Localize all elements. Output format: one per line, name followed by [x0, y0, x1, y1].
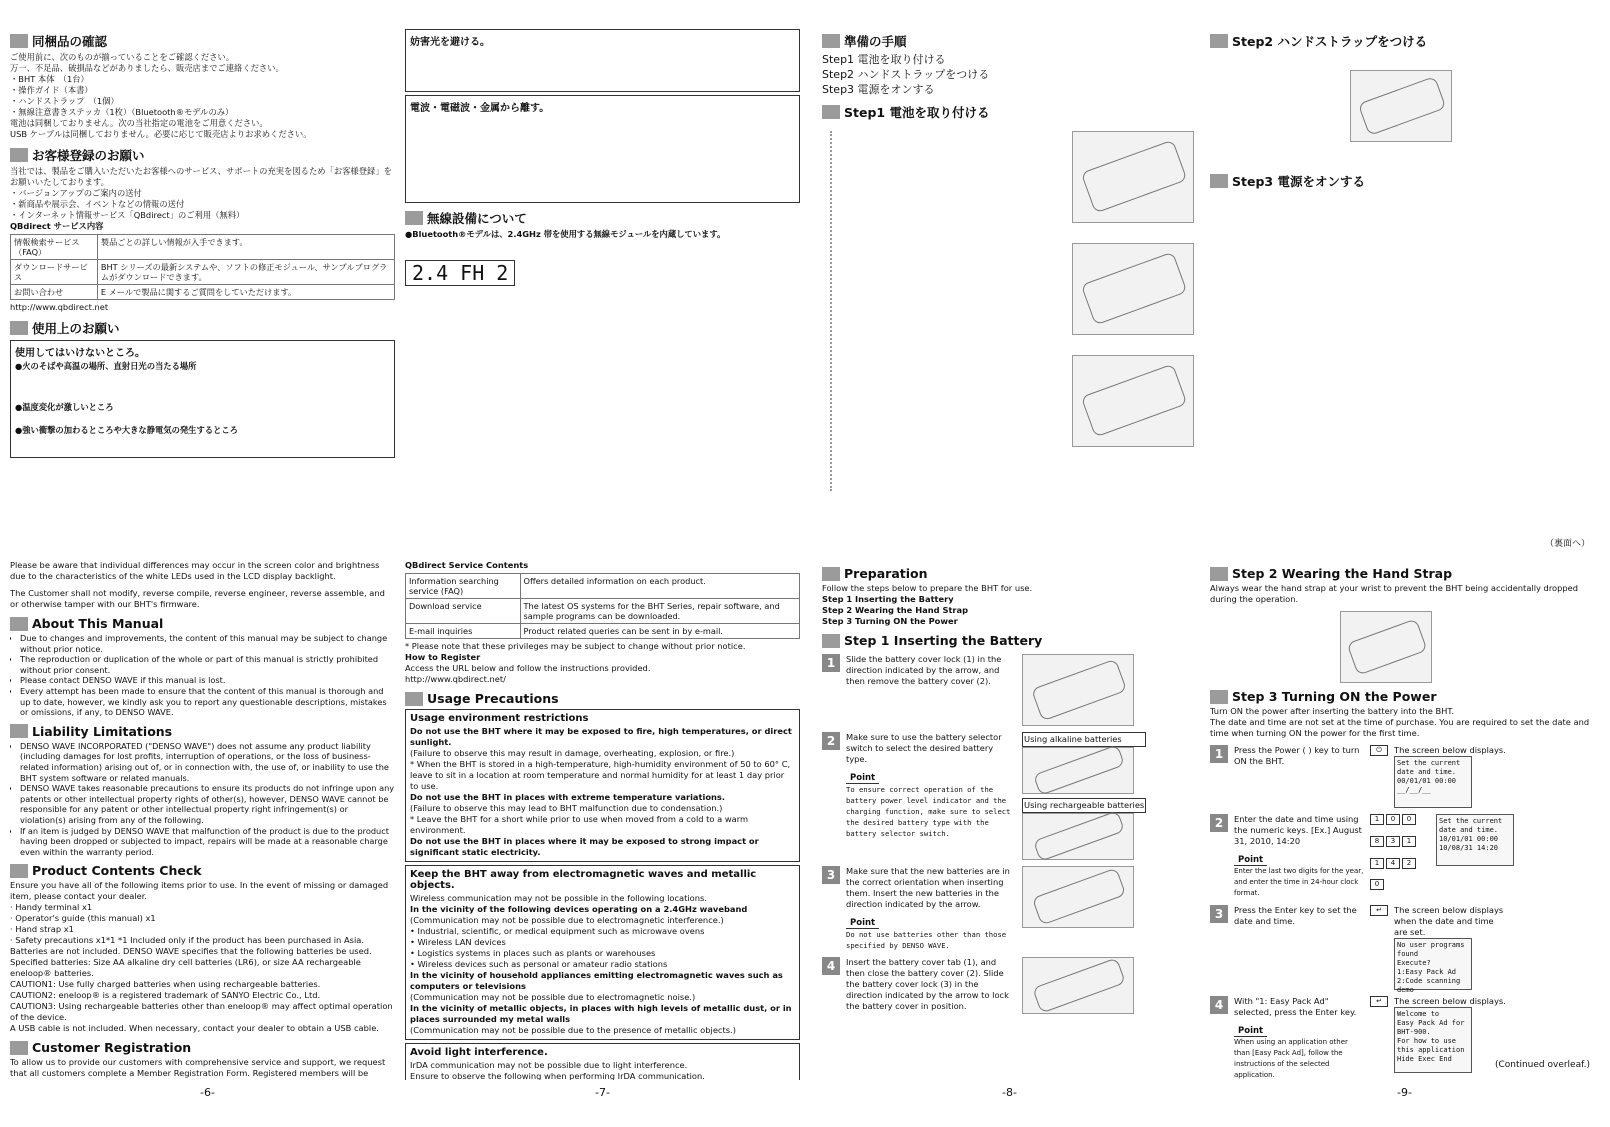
text-line: · Operator's guide (this manual) x1	[10, 913, 156, 924]
en-column-4: Step 2 Wearing the Hand Strap Always wear the hand strap at your wrist to prevent the BHT being accidentally dropped during the operation. Step 3 Turning ON the Power Turn ON the power after inserting the battery into the BHT. The date and time are not set at the time of purchase. You are required to set the date and time when turning ON the power for the first time. 1 Press the Power ( ) key to turn ON the BHT. ⏻ The screen below displays. Set the current date and time. 00/01/01 00:00 __/__/__ 2 Enter the date and time using the numeric keys. [Ex.] August 31, 2010, 14:20 Point Enter the last two digits for the year, and enter the time in 24-hour clock format. 1 0 0 8 3 1 1 4 2 0 Set the current date and time. 10/01/01 00:00 10/08/31 14:20 3 Press the Enter key to set the date and time. ↵ The screen below displays when the date and time are set. No user programs found Execute? 1:Easy Pack Ad 2:Code scanning demo 4 With "1: Easy Pack Ad" selected, press the Enter key. Point When using an application other than [Easy Pack Ad], follow the instructions of the selected application. ↵ The screen below displays. Welcome to Easy Pack Ad for BHT-900. For how to use this application Hide Exec End (Continued overleaf.)	[1210, 560, 1600, 1080]
qb-table-title: QBdirect サービス内容	[10, 221, 104, 231]
en-usage-heading: Usage Precautions	[405, 691, 800, 706]
list-item: • DENSO WAVE INCORPORATED ("DENSO WAVE") does not assume any product liability (including damages for lost profits, interruption of operations, or the loss of business-related information) arising out of, or in connection with, the use of, or inability to use the BHT system software or related manuals.	[20, 741, 395, 783]
list-item: • If an item is judged by DENSO WAVE that malfunction of the product is due to the product having been dropped or subjected to impact, repairs will be made at a reasonable charge even within the warranty period.	[20, 826, 395, 858]
table-cell: E メールで製品に関するご質問をしていただけます。	[97, 285, 394, 300]
section-marker-icon	[822, 105, 840, 119]
table-cell: Offers detailed information on each product.	[520, 574, 799, 599]
table-row	[406, 599, 800, 624]
table-cell: BHT シリーズの最新システムや、ソフトの修正モジュール、サンプルプログラムがダウンロードできます。	[97, 260, 394, 285]
en-prep-heading: Preparation	[822, 566, 1212, 581]
table-cell: 情報検索サービス（FAQ）	[11, 235, 98, 260]
list-item: • DENSO WAVE takes reasonable precautions to ensure its products do not infringe upon any patents or other intellectual property rights of other(s), however, DENSO WAVE cannot be responsible for any patent or other intellectual property right infringement(s) or violation(s) arising from any of the following.	[20, 783, 395, 825]
text-line: ●Bluetooth®モデルは、2.4GHz 帯を使用する無線モジュールを内蔵しています。	[405, 229, 726, 239]
list-item: • Please contact DENSO WAVE if this manual is lost.	[20, 675, 395, 686]
step-1-1: 1 Slide the battery cover lock (1) in the direction indicated by the arrow, and then remove the battery cover (2).	[822, 654, 1212, 726]
text-line: CAUTION1: Use fully charged batteries when using rechargeable batteries.	[10, 979, 321, 990]
battery-insert-illustration	[1022, 866, 1134, 928]
step-1-4: 4 Insert the battery cover tab (1), and then close the battery cover (2). Slide the battery cover lock (3) in the direction indicated by the arrow to lock the battery cover in position.	[822, 957, 1212, 1014]
text-line: ・バージョンアップのご案内の送付	[10, 188, 142, 198]
text-line: Step2 ハンドストラップをつける	[822, 68, 990, 81]
table-cell: Product related queries can be sent in by e-mail.	[520, 624, 799, 639]
numeric-keys-icon: 1 0 0 8 3 1 1 4 2 0	[1370, 814, 1430, 899]
section-marker-icon	[10, 1041, 28, 1055]
section-marker-icon	[405, 692, 423, 706]
jp-registration-heading: お客様登録のお願い	[10, 146, 395, 164]
section-marker-icon	[1210, 567, 1228, 581]
lcd-screen: Set the current date and time. 10/01/01 00:00 10/08/31 14:20	[1436, 814, 1514, 866]
jp-wave-box: 電波・電磁波・金属から離す。	[405, 95, 800, 203]
text-line: To allow us to provide our customers with comprehensive service and support, we request that all customers complete a Member Registration Form. Registered members will be	[10, 1057, 386, 1079]
table-row	[11, 235, 395, 260]
step-3-3: 3 Press the Enter key to set the date and time. ↵ The screen below displays when the date and time are set. No user programs found Execute? 1:Easy Pack Ad 2:Code scanning demo	[1210, 905, 1600, 990]
table-row	[406, 574, 800, 599]
text-line: ●温度変化が激しいところ	[15, 402, 114, 412]
text-line: Please be aware that individual differences may occur in the screen color and brightness due to the characteristics of the white LEDs used in the LCD display backlight.	[10, 560, 380, 581]
lcd-screen: Set the current date and time. 00/01/01 00:00 __/__/__	[1394, 756, 1472, 808]
jp-usage-heading: 使用上のお願い	[10, 319, 395, 337]
jp-step1-heading: Step1 電池を取り付ける	[822, 103, 1212, 121]
jp-step2-heading: Step2 ハンドストラップをつける	[1210, 32, 1600, 50]
en-liability-heading: Liability Limitations	[10, 724, 395, 739]
en-column-1	[10, 560, 395, 1080]
step-1-3: 3 Make sure that the new batteries are in the correct orientation when inserting them. Insert the new batteries in the direction indicated by the arrow. Point Do not use batteries other than those specified by DENSO WAVE.	[822, 866, 1212, 951]
registration-url[interactable]: http://www.qbdirect.net	[10, 302, 109, 312]
jp-radio-heading: 無線設備について	[405, 209, 800, 227]
text-line: ●火のそばや高温の場所、直射日光の当たる場所	[15, 361, 197, 371]
text-line: Access the URL below and follow the instructions provided.	[405, 663, 651, 673]
jp-qb-table	[10, 234, 395, 300]
list-item: • The reproduction or duplication of the whole or part of this manual is strictly prohibited without prior consent.	[20, 654, 395, 675]
section-marker-icon	[10, 864, 28, 878]
section-marker-icon	[405, 211, 423, 225]
jp-prep-heading: 準備の手順	[822, 32, 1212, 50]
table-cell: Information searching service (FAQ)	[406, 574, 521, 599]
lcd-screen: No user programs found Execute? 1:Easy Pack Ad 2:Code scanning demo	[1394, 938, 1472, 990]
power-key-icon: ⏻	[1370, 745, 1388, 756]
en-column-2	[405, 560, 800, 1080]
page-number: -6-	[200, 1086, 215, 1099]
text-line: Batteries are not included. DENSO WAVE specifies that the following batteries be used.	[10, 946, 372, 957]
en-step2-heading: Step 2 Wearing the Hand Strap	[1210, 566, 1600, 581]
text-line: Specified batteries: Size AA alkaline dry cell batteries (LR6), or size AA rechargeable eneloop® batteries.	[10, 957, 361, 979]
section-marker-icon	[10, 148, 28, 162]
overleaf-note: （裏面へ）	[1544, 539, 1590, 549]
en-about-heading: About This Manual	[10, 616, 395, 631]
text-line: ・インターネット情報サービス「QBdirect」のご利用（無料）	[10, 210, 245, 220]
text-line: CAUTION2: eneloop® is a registered trademark of SANYO Electric Co., Ltd.	[10, 990, 321, 1001]
jp-column-3	[822, 26, 1212, 566]
table-row	[11, 285, 395, 300]
battery-cover-illustration	[1022, 654, 1134, 726]
strap-illustration	[1350, 70, 1452, 142]
section-marker-icon	[10, 34, 28, 48]
text-line: Ensure you have all of the following items prior to use. In the event of missing or damaged item, please contact your dealer.	[10, 880, 389, 902]
table-cell: E-mail inquiries	[406, 624, 521, 639]
text-line: ・操作ガイド（本書）	[10, 85, 93, 95]
list-item: • Due to changes and improvements, the content of this manual may be subject to change without prior notice.	[20, 633, 395, 654]
text-line: A USB cable is not included. When necessary, contact your dealer to obtain a USB cable.	[10, 1023, 379, 1034]
section-marker-icon	[822, 34, 840, 48]
table-cell: お問い合わせ	[11, 285, 98, 300]
selector-switch-illustration	[1022, 747, 1134, 794]
section-marker-icon	[822, 634, 840, 648]
text-line: Step1 電池を取り付ける	[822, 53, 946, 66]
text-line: The Customer shall not modify, reverse compile, reverse engineer, reverse assemble, and or otherwise tamper with our BHT's firmware.	[10, 588, 385, 609]
table-cell: Download service	[406, 599, 521, 624]
text-line: ・BHT 本体 （1台）	[10, 74, 89, 84]
battery-illustration	[1072, 243, 1194, 335]
step-3-2: 2 Enter the date and time using the numeric keys. [Ex.] August 31, 2010, 14:20 Point Enter the last two digits for the year, and enter the time in 24-hour clock format. 1 0 0 8 3 1 1 4 2 0 Set the current date and time. 10/01/01 00:00 10/08/31 14:20	[1210, 814, 1600, 899]
table-row	[11, 260, 395, 285]
en-column-3: Preparation Follow the steps below to prepare the BHT for use. Step 1 Inserting the Battery Step 2 Wearing the Hand Strap Step 3 Turning ON the Power Step 1 Inserting the Battery 1 Slide the battery cover lock (1) in the direction indicated by the arrow, and then remove the battery cover (2). 2 Make sure to use the battery selector switch to select the desired battery type. Point To ensure correct operation of the battery power level indicator and the charging function, make sure to select the desired battery type with the battery selector switch. Using alkaline batteries Using rechargeable batteries 3 Make sure that the new batteries are in the correct orientation when inserting them. Insert the new batteries in the direction indicated by the arrow. Point Do not use batteries other than those specified by DENSO WAVE. 4 Insert the battery cover tab (1), and then close the battery cover (2). Slide the battery cover lock (3) in the direction indicated by the arrow to lock the battery cover in position.	[822, 560, 1212, 1080]
text-line: CAUTION3: Using rechargeable batteries other than eneloop® may affect optimal operation of the device.	[10, 1001, 393, 1023]
strap-illustration	[1340, 611, 1432, 683]
registration-url[interactable]: http://www.qbdirect.net/	[405, 674, 506, 684]
jp-column-1	[10, 26, 395, 566]
list-item: • Every attempt has been made to ensure that the content of this manual is thorough and up to date, however, we kindly ask you to report any questionable descriptions, mistakes or omissions, if any, to DENSO WAVE.	[20, 686, 395, 718]
text-line: · Safety precautions x1*1 *1 Included only if the product has been purchased in Asia.	[10, 935, 364, 946]
qb-table-title: QBdirect Service Contents	[405, 560, 529, 570]
text-line: · Hand strap x1	[10, 924, 74, 935]
jp-usage-box: 使用してはいけないところ。 ●火のそばや高温の場所、直射日光の当たる場所 ●温度変化が激しいところ ●強い衝撃の加わるところや大きな静電気の発生するところ	[10, 340, 395, 458]
en-qb-table	[405, 573, 800, 639]
battery-illustration	[1072, 131, 1194, 223]
table-cell: The latest OS systems for the BHT Series, repair software, and sample programs can be downloaded.	[520, 599, 799, 624]
en-step1-heading: Step 1 Inserting the Battery	[822, 633, 1212, 648]
text-line: 万一、不足品、破損品などがありましたら、販売店までご連絡ください。	[10, 63, 284, 73]
section-marker-icon	[822, 567, 840, 581]
jp-light-box: 妨害光を避ける。	[405, 29, 800, 92]
text-line: USB ケーブルは同梱しておりません。必要に応じて販売店よりお求めください。	[10, 129, 312, 139]
lcd-screen: Welcome to Easy Pack Ad for BHT-900. For how to use this application Hide Exec End	[1394, 1007, 1472, 1073]
step-3-4: 4 With "1: Easy Pack Ad" selected, press the Enter key. Point When using an application other than [Easy Pack Ad], follow the instructions of the selected application. ↵ The screen below displays. Welcome to Easy Pack Ad for BHT-900. For how to use this application Hide Exec End	[1210, 996, 1600, 1080]
jp-contents-heading: 同梱品の確認	[10, 32, 395, 50]
radio-label-sticker: 2.4 FH 2	[405, 260, 515, 286]
section-marker-icon	[1210, 174, 1228, 188]
step-3-1: 1 Press the Power ( ) key to turn ON the BHT. ⏻ The screen below displays. Set the current date and time. 00/01/01 00:00 __/__/__	[1210, 745, 1600, 808]
text-line: ●強い衝撃の加わるところや大きな静電気の発生するところ	[15, 425, 238, 435]
en-contents-heading: Product Contents Check	[10, 863, 395, 878]
battery-illustration	[1072, 355, 1194, 447]
enter-key-icon: ↵	[1370, 996, 1388, 1007]
section-marker-icon	[1210, 690, 1228, 704]
light-box: Avoid light interference. IrDA communication may not be possible due to light interference. Ensure to observe the following when performing IrDA communication.	[405, 1043, 800, 1080]
text-line: ・ハンドストラップ （1個）	[10, 96, 119, 106]
text-line: ・無線注意書きステッカ（1枚）（Bluetooth®モデルのみ）	[10, 107, 234, 117]
text-line: Step3 電源をオンする	[822, 83, 935, 96]
em-box: Keep the BHT away from electromagnetic waves and metallic objects. Wireless communication may not be possible in the following locations. In the vicinity of the following devices operating on a 2.4GHz waveband (Communication may not be possible due to electromagnetic interference.) • Industrial, scientific, or medical equipment such as microwave ovens • Wireless LAN devices • Logistics systems in places such as plants or warehouses • Wireless devices such as personal or amateur radio stations In the vicinity of household appliances emitting electromagnetic waves such as computers or televisions (Communication may not be possible due to electromagnetic noise.) In the vicinity of metallic objects, in places with high levels of metallic dust, or in places surrounded my metal walls (Communication may not be possible due to the presence of metallic objects.)	[405, 865, 800, 1040]
enter-key-icon: ↵	[1370, 905, 1388, 916]
text-line: ・新商品や展示会、イベントなどの情報の送付	[10, 199, 185, 209]
en-step3-heading: Step 3 Turning ON the Power	[1210, 689, 1600, 704]
section-marker-icon	[1210, 34, 1228, 48]
text-line: How to Register	[405, 652, 481, 662]
text-line: · Handy terminal x1	[10, 902, 93, 913]
selector-switch-illustration	[1022, 813, 1134, 860]
table-row	[406, 624, 800, 639]
battery-close-illustration	[1022, 957, 1134, 1014]
overleaf-note: (Continued overleaf.)	[1494, 1060, 1590, 1070]
text-line: ご使用前に、次のものが揃っていることをご確認ください。	[10, 52, 235, 62]
section-marker-icon	[10, 321, 28, 335]
jp-step1-body	[830, 131, 1212, 491]
table-cell: ダウンロードサービス	[11, 260, 98, 285]
en-registration-heading: Customer Registration	[10, 1040, 395, 1055]
jp-column-4	[1210, 26, 1600, 566]
text-line: * Please note that these privileges may be subject to change without prior notice.	[405, 641, 746, 651]
page-number: -7-	[595, 1086, 610, 1099]
env-box: Usage environment restrictions Do not use the BHT where it may be exposed to fire, high temperatures, or direct sunlight. (Failure to observe this may result in damage, overheating, explosion, or fire.) * When the BHT is stored in a high-temperature, high-humidity environment of 50 to 60° C, leave to sit in a location at room temperature and normal humidity for at least 1 day prior to use. Do not use the BHT in places with extreme temperature variations. (Failure to observe this may lead to BHT malfunction due to condensation.) * Leave the BHT for a short while prior to use when moved from a cold to a warm environment. Do not use the BHT in places where it may be exposed to strong impact or significant static electricity.	[405, 709, 800, 862]
step-1-2: 2 Make sure to use the battery selector switch to select the desired battery type. Point To ensure correct operation of the battery power level indicator and the charging function, make sure to select the desired battery type with the battery selector switch. Using alkaline batteries Using rechargeable batteries	[822, 732, 1212, 860]
jp-column-2	[405, 26, 800, 566]
page-number: -8-	[1002, 1086, 1017, 1099]
jp-step3-heading: Step3 電源をオンする	[1210, 172, 1600, 190]
table-cell: 製品ごとの詳しい情報が入手できます。	[97, 235, 394, 260]
section-marker-icon	[10, 617, 28, 631]
section-marker-icon	[10, 724, 28, 738]
text-line: 電池は同梱しておりません。次の当社指定の電池をご用意ください。	[10, 118, 268, 128]
page-number: -9-	[1397, 1086, 1412, 1099]
text-line: 当社では、製品をご購入いただいたお客様へのサービス、サポートの充実を図るため「お客様登録」をお願いいたしております。	[10, 166, 392, 187]
